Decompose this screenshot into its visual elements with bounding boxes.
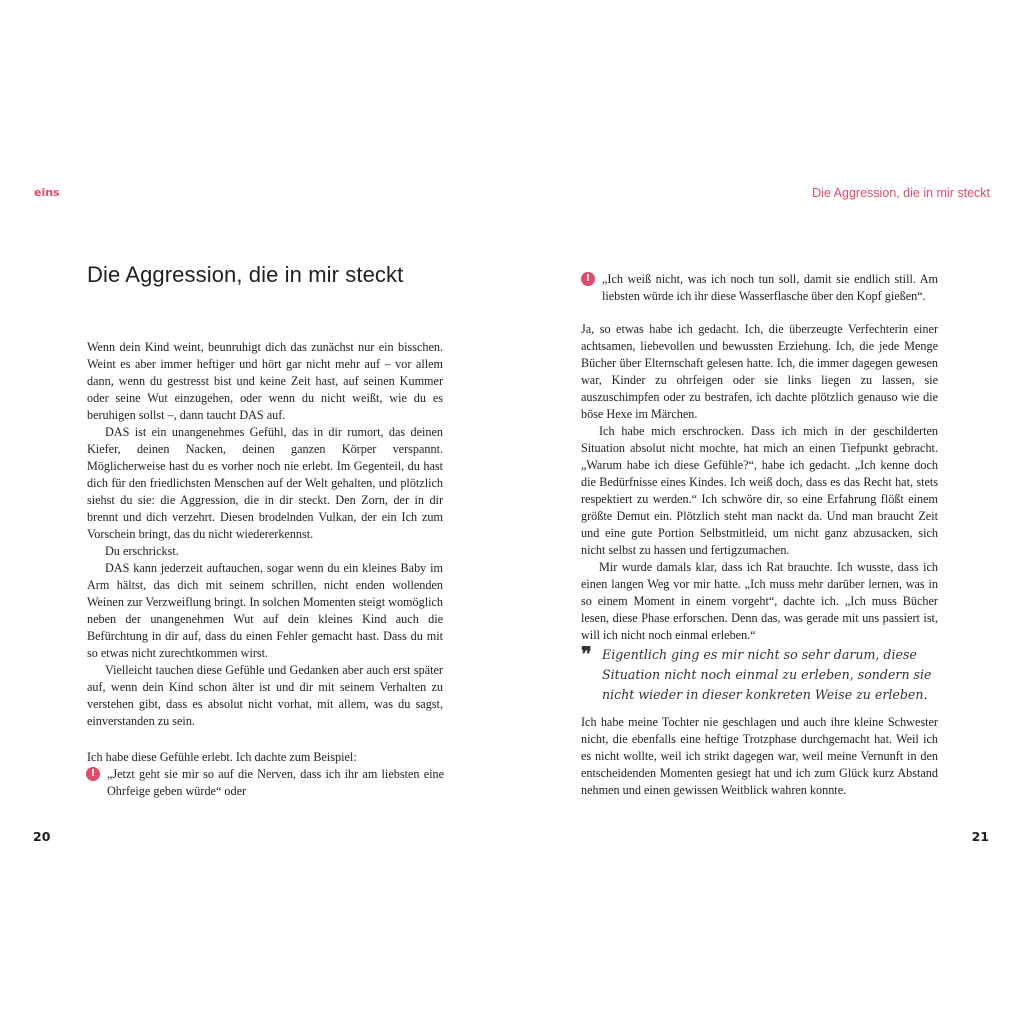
chapter-title: Die Aggression, die in mir steckt — [87, 262, 404, 287]
paragraph: Vielleicht tauchen diese Gefühle und Gedanken aber auch erst später auf, wenn dein Kind schon älter ist und dir mit seinem Verhalten zu verstehen gibt, dass es absolut nicht vorhat, mit allem, was du sagst, einverstanden zu sein. — [87, 663, 443, 728]
left-body-text — [87, 339, 443, 730]
paragraph: DAS ist ein unangenehmes Gefühl, das in dir rumort, das deinen Kiefer, deinen Nacken, deinen ganzen Körper verspannt. Möglicherweise hast du es vorher noch nie erlebt. Im Gegenteil, du hast dich für den friedlichsten Menschen auf der Welt gehalten, und plötzlich siehst du sie: die Aggression, die in dir steckt. Den Zorn, der in dir brennt und dich verzehrt. Diesen brodelnden Vulkan, der ein Ich zum Vorschein bringt, das du nicht wiedererkennst. — [87, 425, 443, 541]
paragraph: Ich habe meine Tochter nie geschlagen und auch ihre kleine Schwester nicht, die ebenfalls eine heftige Trotzphase durchgemacht hat. Weil ich es nicht wollte, weil ich strikt dagegen war, weil meine Vernunft in den entscheidenden Momenten gesiegt hat und ich zum Glück kurz Abstand nehmen und einen gewissen Weitblick wahren konnte. — [581, 715, 938, 797]
right-body-text — [581, 321, 938, 644]
pull-quote: Eigentlich ging es mir nicht so sehr darum, diese Situation nicht noch einmal zu erleben, sondern sie nicht wieder in dieser konkreten Weise zu erleben. — [602, 647, 932, 702]
running-title: Die Aggression, die in mir steckt — [812, 186, 990, 200]
alert-quote-text: „Jetzt geht sie mir so auf die Nerven, dass ich ihr am liebsten eine Ohrfeige geben würde“ oder — [107, 767, 444, 798]
paragraph: Ich habe mich erschrocken. Dass ich mich in der geschilderten Situation absolut nicht mochte, hat mich an einen Tiefpunkt gebracht. „Warum habe ich diese Gefühle?“, habe ich gedacht. „Ich kenne doch die Bedürfnisse eines Kindes. Ich weiß doch, dass es das Recht hat, stets respektiert zu werden.“ Ich schwöre dir, so eine Erfahrung flößt einem größte Demut ein. Plötzlich steht man nackt da. Und man braucht Zeit und eine gute Portion Selbstmitleid, um nicht ganz abzusacken, sich nicht selbst zu hassen und fertigzumachen. — [581, 424, 938, 557]
quote-mark-icon: ❞ — [581, 642, 592, 666]
alert-quote — [602, 271, 938, 305]
page-number-left: 20 — [33, 829, 51, 844]
paragraph: Ja, so etwas habe ich gedacht. Ich, die überzeugte Verfechterin einer achtsamen, liebevollen und bewussten Erziehung. Ich, die jede Menge Bücher über Elternschaft gelesen hatte. Ich, die immer dagegen gewesen war, Kinder zu ohrfeigen oder sie links liegen zu lassen, sie auszuschimpfen oder zu bestrafen, ich dachte plötzlich genauso wie die böse Hexe im Märchen. — [581, 322, 938, 421]
page-number-right: 21 — [971, 829, 989, 844]
closing-paragraph — [581, 714, 938, 799]
chapter-label: eins — [34, 186, 60, 199]
paragraph: Mir wurde damals klar, dass ich Rat brauchte. Ich wusste, dass ich einen langen Weg vor mir hatte. „Ich muss mehr darüber lernen, was in so einem Moment in einem vorgeht“, dachte ich. „Ich muss Bücher lesen, diese Phase erforschen. Denn das, was gerade mit uns passiert ist, will ich nicht noch einmal erleben.“ — [581, 560, 938, 642]
alert-quote — [107, 766, 444, 800]
alert-quote-text: „Ich weiß nicht, was ich noch tun soll, damit sie endlich still. Am liebsten würde ich ihr diese Wasserflasche über den Kopf gießen“. — [602, 272, 938, 303]
lead-in-line: Ich habe diese Gefühle erlebt. Ich dachte zum Beispiel: — [87, 750, 357, 764]
exclamation-circle-icon: ! — [86, 767, 100, 781]
paragraph: Wenn dein Kind weint, beunruhigt dich das zunächst nur ein bisschen. Weint es aber immer heftiger und hört gar nicht mehr auf – vor allem dann, wenn du gestresst bist und keine Zeit hast, auf seinen Kummer oder seine Wut einzugehen, oder wenn du nicht weißt, wie du es beruhigen sollst –, dann taucht DAS auf. — [87, 340, 443, 422]
exclamation-circle-icon: ! — [581, 272, 595, 286]
paragraph: DAS kann jederzeit auftauchen, sogar wenn du ein kleines Baby im Arm hältst, das dich mit seinem schrillen, nicht enden wollenden Weinen zur Verzweiflung bringt. In solchen Momenten steigt womöglich neben der unangenehmen Wut auf dein kleines Kind auch die Befürchtung in dir auf, dass du einen Fehler gemacht hast. Dass du mit so etwas nicht zurechtkommen wirst. — [87, 561, 443, 660]
paragraph: Du erschrickst. — [105, 544, 179, 558]
